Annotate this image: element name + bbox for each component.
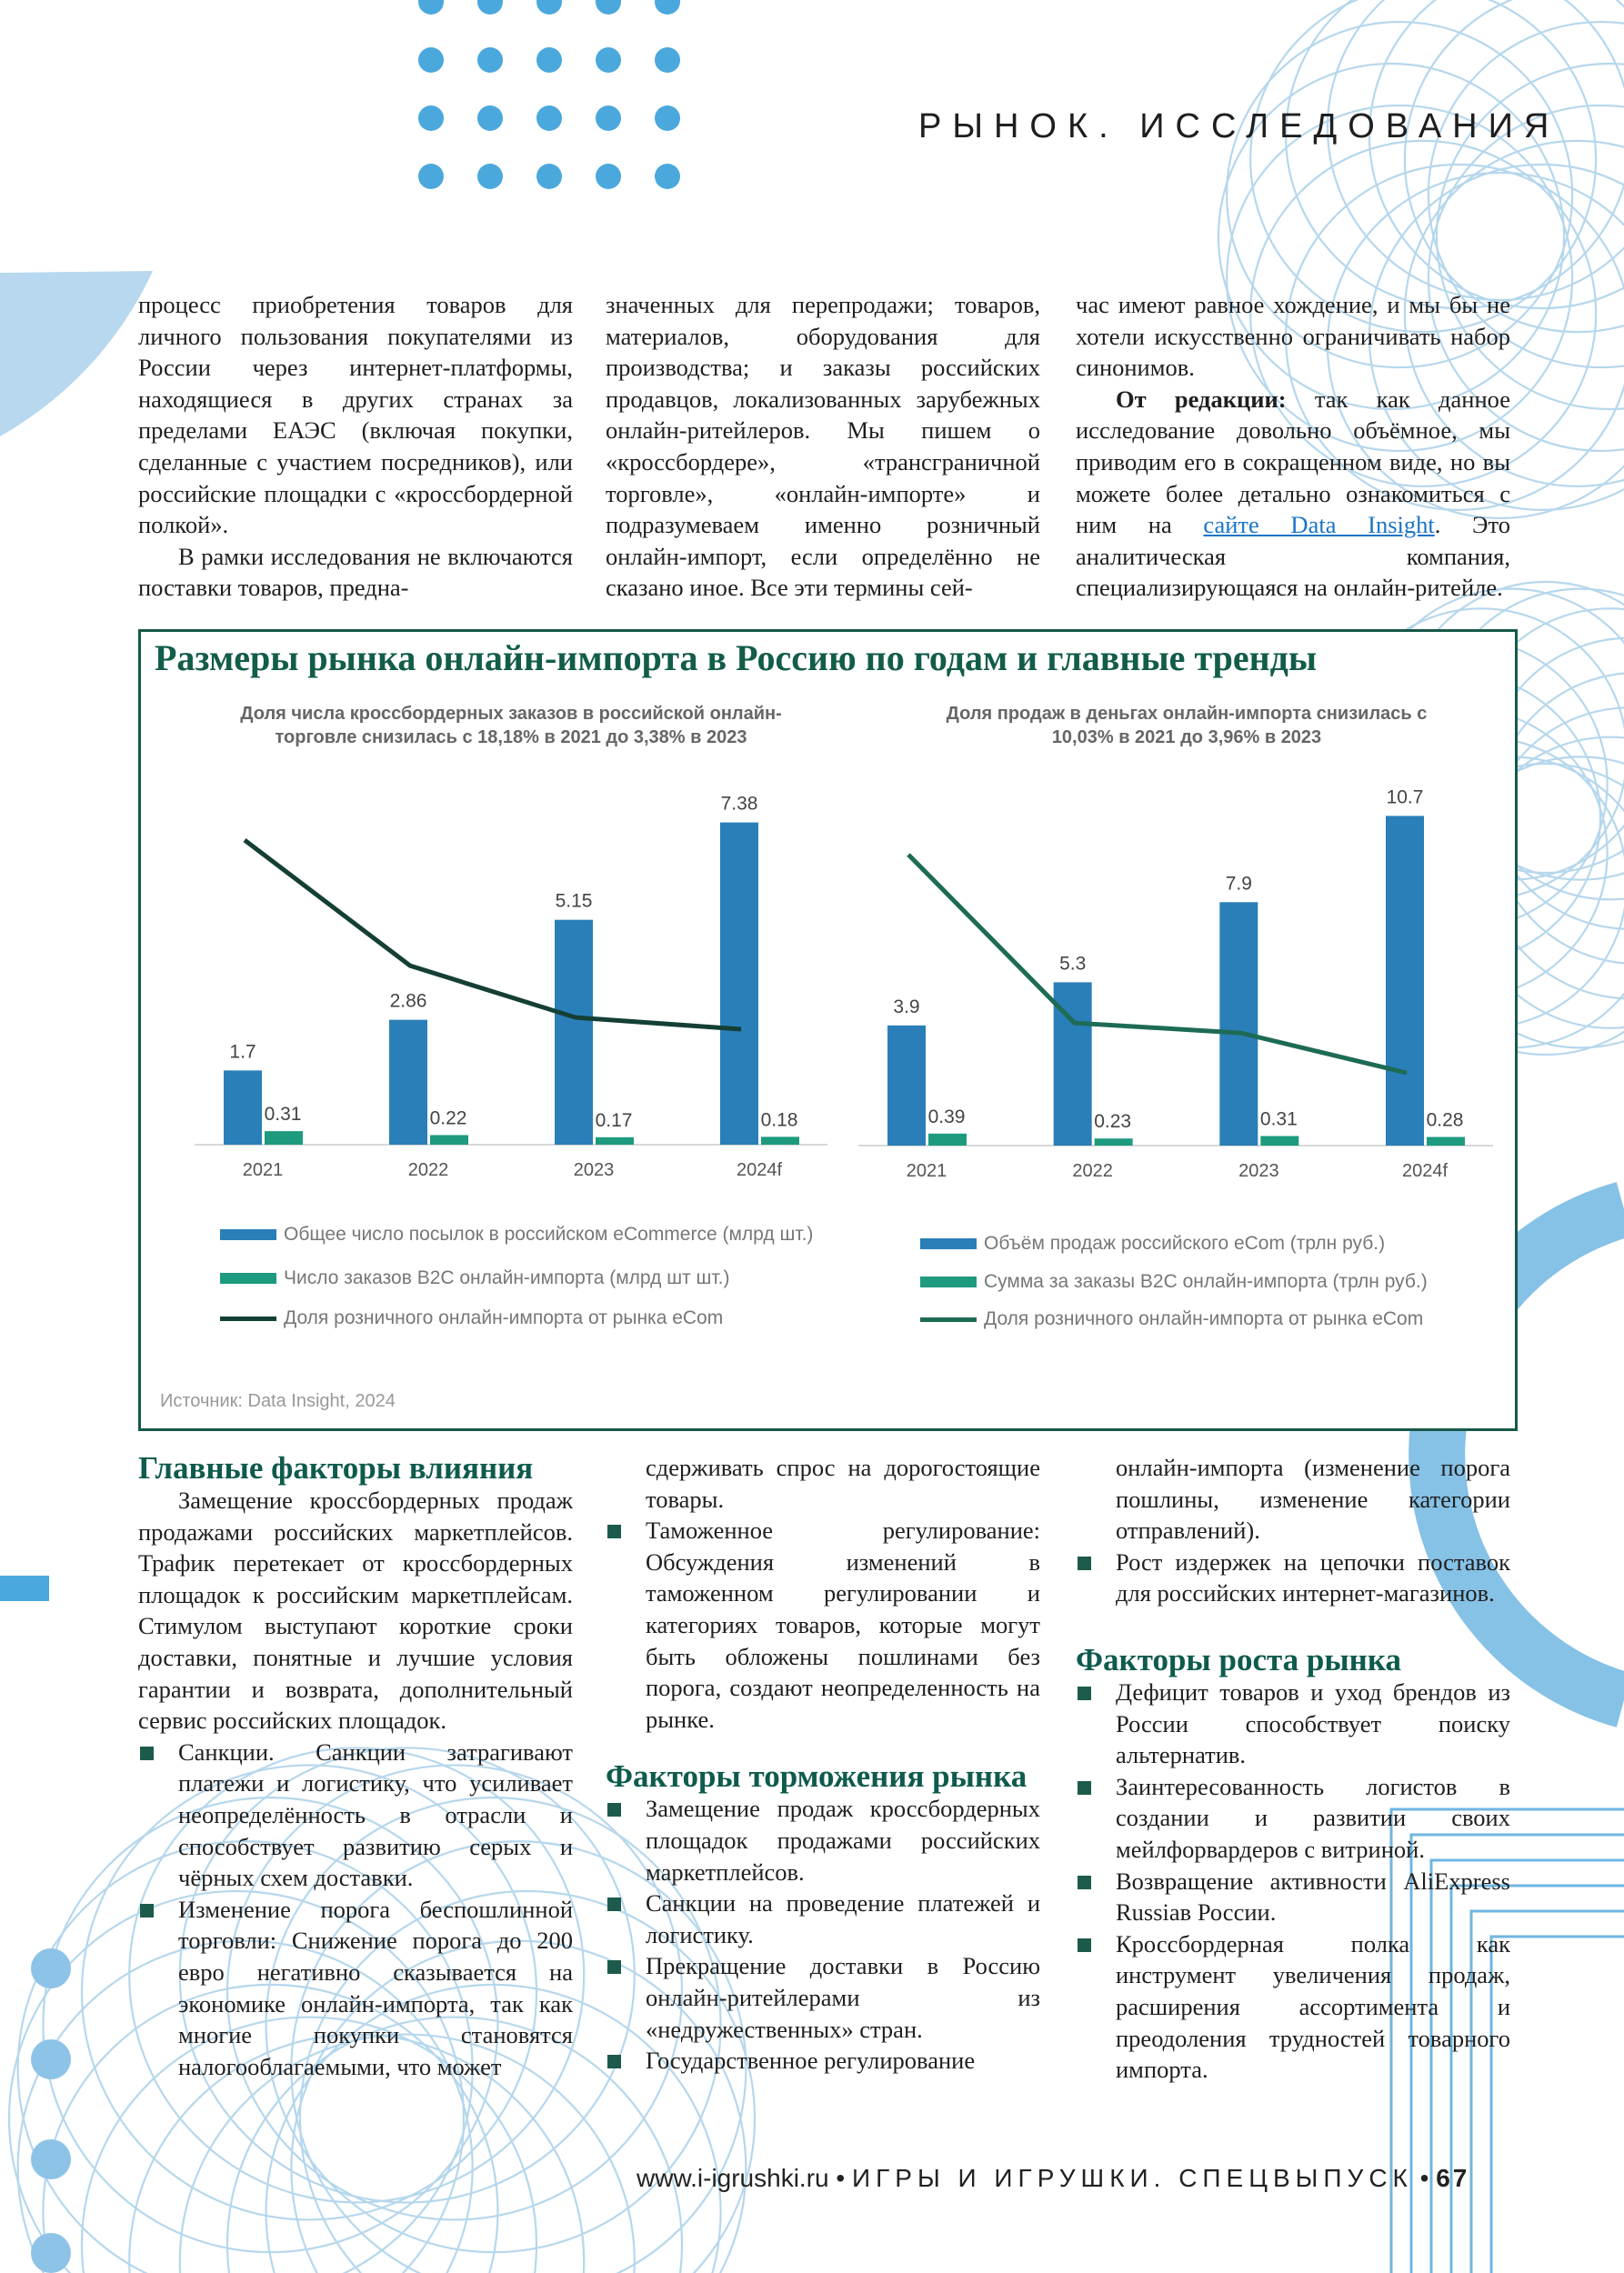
- factors-list-item: [138, 1894, 573, 2083]
- dot: [477, 47, 503, 73]
- bullet-square-icon: [1078, 1557, 1091, 1570]
- left-chart-subtitle: Доля числа кроссбордерных заказов в российской онлайн-торговле снизилась с 18,18% в 2021 до 3,38% в 2023: [240, 704, 782, 747]
- growth-list-item: [1076, 1866, 1510, 1928]
- dot: [418, 105, 444, 131]
- bar-b2c-2024f: [1427, 1137, 1465, 1146]
- editor-note: [1076, 384, 1510, 604]
- dot: [418, 47, 444, 73]
- list-item-text: Замещение продаж кроссбордерных площадок продажами российских маркетплейсов.: [646, 1795, 1040, 1886]
- growth-heading: Факторы роста рынка: [1076, 1641, 1401, 1677]
- data-insight-link[interactable]: сайте Data Insight: [1203, 511, 1435, 539]
- brake-list-item: [606, 1887, 1040, 1950]
- bar-label: 0.31: [264, 1104, 302, 1126]
- bar-main-2024f: [1386, 816, 1424, 1146]
- ring: [1369, 0, 1624, 308]
- bullet-square-icon: [140, 1747, 154, 1760]
- bar-label: 5.3: [1059, 953, 1087, 975]
- legend-swatch: [920, 1317, 977, 1322]
- dot: [477, 0, 503, 15]
- bar-label: 0.28: [1426, 1109, 1464, 1131]
- left-chart-legend: [220, 1224, 838, 1342]
- brake-heading: Факторы торможения рынка: [606, 1758, 1028, 1795]
- bullet-square-icon: [1078, 1938, 1091, 1952]
- x-tick-label: 2023: [1238, 1161, 1279, 1181]
- growth-list-item: [1076, 1771, 1510, 1866]
- legend-swatch: [920, 1238, 977, 1249]
- bar-label: 0.22: [429, 1107, 467, 1129]
- x-tick-label: 2021: [906, 1161, 947, 1181]
- brake-list: [606, 1793, 1040, 2076]
- legend-item: [920, 1271, 1428, 1293]
- dot: [536, 47, 562, 73]
- bullet-square-icon: [607, 2055, 621, 2068]
- intro-paragraph: значенных для перепродажи; товаров, материалов, оборудования для производства; и заказы российских продавцов, локализованных зарубежных онлайн-ритейлеров. Мы пишем о «кроссбордере», «трансграничной торговле», «онлайн-импорте» и подразумеваем именно розничный онлайн-импорт, если определённо не сказано иное. Все эти термины сей-: [606, 291, 1040, 602]
- brake-list-item: [606, 1793, 1040, 1887]
- bar-main-2021: [224, 1070, 262, 1145]
- dot: [655, 47, 680, 73]
- legend-label: Доля розничного онлайн-импорта от рынка eCom: [984, 1308, 1424, 1329]
- bar-label: 0.39: [927, 1106, 966, 1127]
- list-item-text: Государственное регулирование: [646, 2047, 976, 2075]
- dot: [596, 105, 621, 131]
- magazine-name: ИГРЫ И ИГРУШКИ. СПЕЦВЫПУСК: [851, 2164, 1413, 2192]
- bar-b2c-2022: [430, 1135, 468, 1145]
- factors-heading: Главные факторы влияния: [138, 1450, 534, 1486]
- brake-list-item: [606, 2045, 1040, 2077]
- bar-label: 7.38: [720, 793, 758, 815]
- bullet-square-icon: [140, 1904, 154, 1918]
- bar-b2c-2023: [1260, 1136, 1298, 1146]
- brake-list-item: [606, 1950, 1040, 2045]
- bar-label: 10.7: [1386, 786, 1424, 808]
- page-footer: [637, 2164, 1469, 2193]
- intro-paragraph: час имеют равное хождение, и мы бы не хотели искусственно ограничивать набор синонимов.: [1076, 291, 1510, 382]
- blue-wedge-decoration: [0, 271, 153, 436]
- bar-main-2022: [389, 1020, 427, 1145]
- growth-list: [1076, 1677, 1510, 2086]
- list-item-text: Прекращение доставки в Россию онлайн-ритейлерами из «недружественных» стран.: [646, 1952, 1040, 2043]
- editor-note-label: От редакции:: [1116, 385, 1287, 413]
- dot: [536, 105, 562, 131]
- bar-label: 3.9: [893, 996, 920, 1017]
- x-tick-label: 2022: [1072, 1161, 1113, 1181]
- dot: [596, 164, 621, 189]
- legend-item: [220, 1224, 820, 1246]
- bar-main-2021: [887, 1026, 926, 1146]
- blue-tab-decoration: [0, 1576, 49, 1601]
- x-tick-label: 2021: [242, 1160, 284, 1180]
- growth-list-item: [1076, 1928, 1510, 2086]
- site-url[interactable]: www.i-igrushki.ru: [637, 2164, 829, 2192]
- legend-label: Общее число посылок в российском eCommerce (млрд шт.): [284, 1224, 814, 1245]
- list-item-text: Рост издержек на цепочки поставок для российских интернет-магазинов.: [1116, 1547, 1510, 1607]
- bullet-square-icon: [607, 1525, 621, 1538]
- factors-paragraph: Замещение кроссбордерных продаж продажами российских маркетплейсов. Трафик перетекает от кроссбордерных площадок к российским маркетплейсам. Стимулом выступают короткие сроки доставки, понятные и лучшие условия гарантии и возврата, дополнительный сервис российских площадок.: [138, 1487, 573, 1735]
- bar-b2c-2021: [928, 1134, 967, 1146]
- dot: [477, 164, 503, 189]
- factors-list: [138, 1737, 573, 2083]
- factors-list: [606, 1515, 1040, 1735]
- intro-column-1: [138, 289, 573, 604]
- bar-main-2024f: [720, 823, 758, 1145]
- dot: [596, 47, 621, 73]
- legend-item: [920, 1308, 1423, 1330]
- list-item-continuation: сдерживать спрос на дорогостоящие товары.: [646, 1454, 1040, 1513]
- right-chart-subtitle: Доля продаж в деньгах онлайн-импорта снизилась с 10,03% в 2021 до 3,96% в 2023: [946, 704, 1428, 747]
- editor-note-text: . Это аналитическая компания, специализирующаяся на онлайн-ритейле.: [1076, 511, 1510, 602]
- chart-title: Размеры рынка онлайн-импорта в Россию по годам и главные тренды: [155, 637, 1318, 678]
- bar-b2c-2023: [596, 1137, 634, 1145]
- dot: [655, 0, 680, 15]
- factors-list-item: [606, 1515, 1040, 1735]
- x-tick-label: 2022: [407, 1160, 449, 1180]
- list-item-text: Санкции на проведение платежей и логистику.: [646, 1889, 1040, 1948]
- dot: [655, 164, 680, 189]
- legend-swatch: [220, 1273, 276, 1284]
- bullet-square-icon: [607, 1898, 621, 1911]
- bullet-square-icon: [1078, 1781, 1091, 1795]
- footer-separator: •: [1412, 2164, 1437, 2192]
- dot: [418, 164, 444, 189]
- bullet-square-icon: [1078, 1876, 1091, 1889]
- bar-label: 0.17: [595, 1109, 633, 1131]
- share-line: [245, 840, 741, 1029]
- ring: [1286, 0, 1624, 308]
- legend-label: Объём продаж российского eCom (трлн руб.): [984, 1233, 1386, 1254]
- bar-b2c-2021: [265, 1131, 303, 1145]
- section-title: РЫНОК. ИССЛЕДОВАНИЯ: [918, 107, 1560, 145]
- intro-paragraph: процесс приобретения товаров для личного пользования покупателями из России через интернет-платформы, находящиеся в других странах за пределами ЕАЭС (включая покупки, сделанные с участием посредников), или российские площадки с «кроссбордерной полкой».: [138, 291, 573, 539]
- x-tick-label: 2024f: [1401, 1161, 1449, 1181]
- list-item-continuation: онлайн-импорта (изменение порога пошлины, изменение категории отправлений).: [1116, 1454, 1510, 1545]
- list-item-text: Изменение порога беспошлинной торговли: Снижение порога до 200 евро негативно сказывается на экономике онлайн-импорта, так как многие покупки становятся налогооблагаемыми, что может: [178, 1895, 573, 2080]
- brake-list-item: [1076, 1547, 1510, 1609]
- legend-label: Число заказов B2C онлайн-импорта (млрд шт шт.): [284, 1267, 730, 1288]
- bar-main-2023: [1219, 902, 1258, 1146]
- right-chart-legend: [920, 1233, 1520, 1351]
- bullet-square-icon: [607, 1803, 621, 1817]
- legend-label: Сумма за заказы B2C онлайн-импорта (трлн руб.): [984, 1271, 1428, 1292]
- list-item-text: Кроссбордерная полка как инструмент увеличения продаж, расширения ассортимента и преодоления трудностей товарного импорта.: [1116, 1929, 1510, 2084]
- list-item-text: Заинтересованность логистов в создании и развитии своих мейлфорвардеров с витриной.: [1116, 1772, 1510, 1863]
- dot: [536, 0, 562, 15]
- factors-column-1: [138, 1452, 573, 2082]
- legend-item: [920, 1233, 1385, 1255]
- bar-main-2023: [555, 920, 593, 1145]
- share-line: [908, 855, 1407, 1073]
- dot: [536, 164, 562, 189]
- legend-item: [220, 1267, 729, 1289]
- intro-column-2: [606, 289, 1040, 604]
- dot: [477, 105, 503, 131]
- bar-label: 0.18: [760, 1109, 798, 1131]
- bar-label: 5.15: [555, 890, 593, 912]
- chart-source: Источник: Data Insight, 2024: [160, 1391, 396, 1411]
- bar-label: 0.23: [1094, 1111, 1132, 1133]
- bar-label: 7.9: [1225, 873, 1252, 895]
- list-item-text: Возвращение активности AliExpress Russiав России.: [1116, 1867, 1510, 1927]
- list-item-text: Дефицит товаров и уход брендов из России способствует поиску альтернатив.: [1116, 1677, 1510, 1769]
- x-tick-label: 2023: [573, 1160, 615, 1180]
- bullet-square-icon: [1078, 1687, 1091, 1700]
- intro-column-3: [1076, 289, 1510, 604]
- dot: [655, 105, 680, 131]
- factors-list-item: [138, 1737, 573, 1894]
- bullet-square-icon: [607, 1960, 621, 1974]
- editor-note-text: так как данное исследование довольно объёмное, мы приводим его в сокращенном виде, но вы можете более детально ознакомиться с ним на: [1076, 385, 1510, 539]
- side-dots-decoration: [31, 1948, 71, 2273]
- factors-column-3: [1076, 1452, 1510, 2086]
- bar-label: 2.86: [389, 990, 427, 1012]
- bar-label: 0.31: [1259, 1108, 1298, 1130]
- growth-list-item: [1076, 1677, 1510, 1771]
- legend-swatch: [220, 1229, 276, 1240]
- legend-item: [220, 1307, 723, 1329]
- factors-column-2: [606, 1452, 1040, 2077]
- bar-b2c-2022: [1095, 1138, 1133, 1146]
- dot: [418, 0, 444, 15]
- legend-swatch: [920, 1277, 977, 1287]
- dot-pattern-decoration: [418, 0, 680, 189]
- bar-b2c-2024f: [761, 1136, 799, 1145]
- square-outline: [1491, 1937, 1624, 2273]
- intro-paragraph: В рамки исследования не включаются поставки товаров, предна-: [138, 542, 573, 602]
- footer-separator: •: [828, 2164, 852, 2192]
- list-item-text: Таможенное регулирование: Обсуждения изменений в таможенном регулировании и категориях товаров, которые могут быть обложены пошлинами без порога, создают неопределенность на рынке.: [646, 1517, 1040, 1733]
- legend-swatch: [220, 1317, 276, 1321]
- bar-label: 1.7: [229, 1041, 256, 1063]
- dot: [596, 0, 621, 15]
- brake-list: [1076, 1547, 1510, 1609]
- page-number: 67: [1436, 2164, 1470, 2192]
- legend-label: Доля розничного онлайн-импорта от рынка eCom: [284, 1307, 724, 1328]
- list-item-text: Санкции. Санкции затрагивают платежи и логистику, что усиливает неопределённость в отрасли и способствует развитию серых и чёрных схем доставки.: [178, 1737, 573, 1892]
- x-tick-label: 2024f: [736, 1160, 783, 1180]
